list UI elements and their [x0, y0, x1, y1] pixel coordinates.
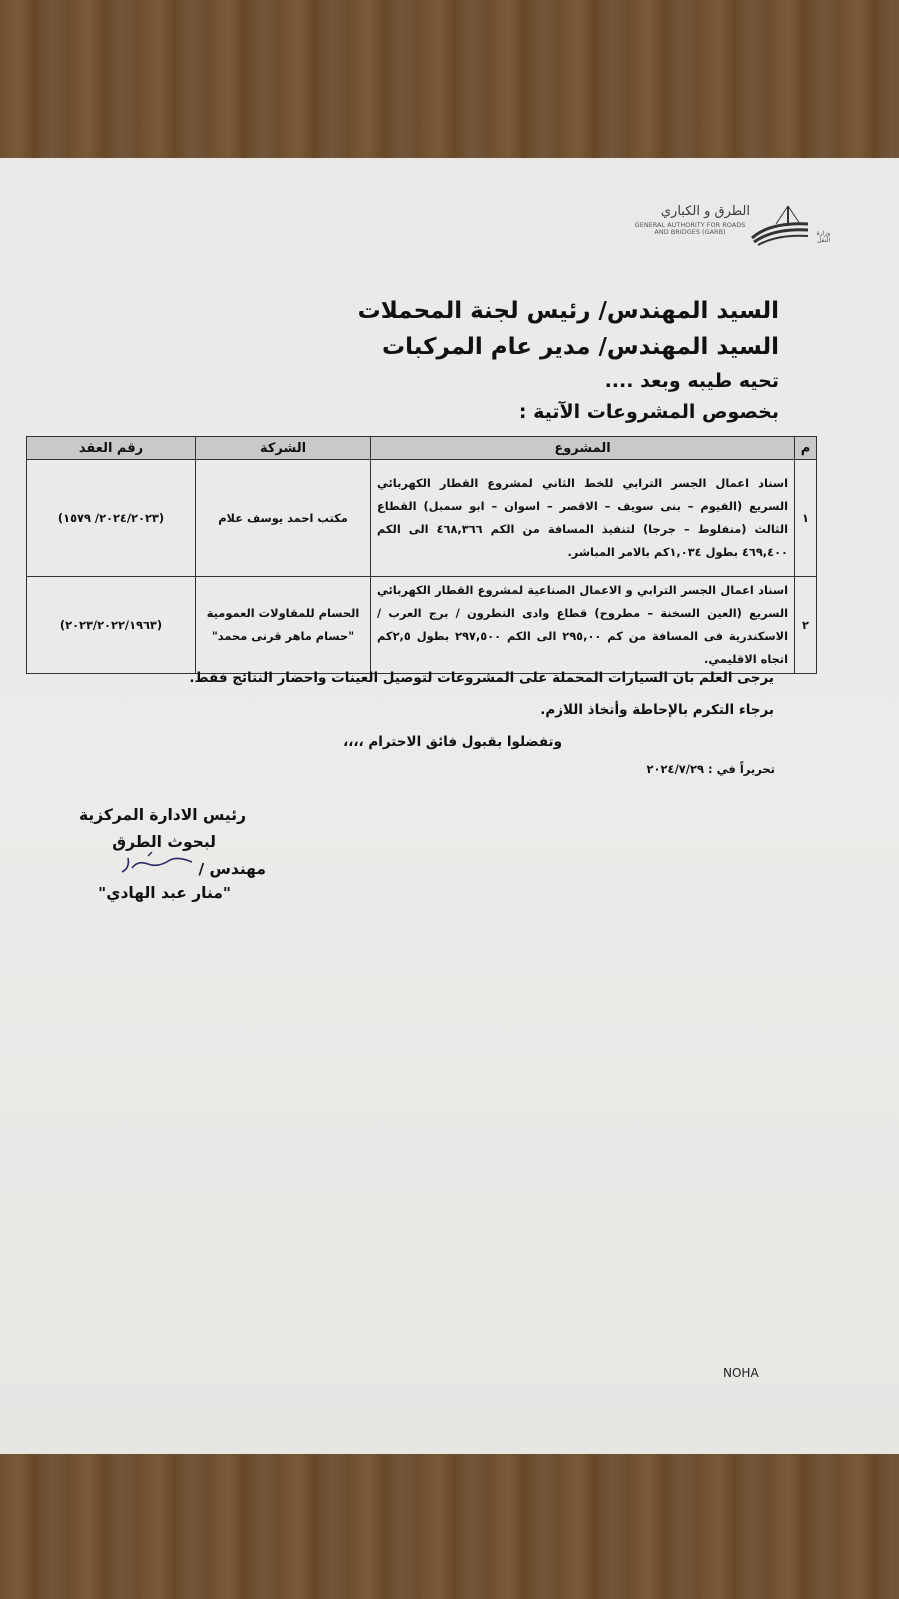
greeting: تحيه طيبه وبعد ....: [604, 370, 779, 392]
row-company-line2: "حسام ماهر قرنى محمد": [211, 629, 355, 643]
signature-role: مهندس /: [198, 860, 266, 878]
header-index: م: [795, 437, 817, 460]
row-index: ١: [795, 460, 817, 577]
bridge-logo-icon: [750, 202, 810, 246]
handwritten-signature: [118, 846, 198, 880]
table-row: [27, 577, 817, 674]
header-project: المشروع: [371, 437, 795, 460]
logo-english-name: GENERAL AUTHORITY FOR ROADS AND BRIDGES (GARB): [634, 221, 746, 236]
wood-background-bottom: [0, 1450, 899, 1599]
row-contract: (٢٠٢٣/٢٠٢٢/١٩٦٣): [27, 577, 196, 674]
table-row: [27, 460, 817, 577]
header-company: الشركة: [196, 437, 371, 460]
row-company-line1: الحسام للمقاولات العمومية: [206, 606, 360, 620]
closing-line: وتفضلوا بقبول فائق الاحترام ،،،،: [343, 734, 562, 750]
row-project: اسناد اعمال الجسر الترابي للخط الثاني لمشروع القطار الكهربائي السريع (الفيوم – بنى سويف – الاقصر – اسوان – ابو سمبل) القطاع الثالث (منفلوط – جرجا) لتنفيذ المسافة من الكم ٤٦٨,٣٦٦ الى الكم ٤٦٩,٤٠٠ بطول ١,٠٣٤كم بالامر المباشر.: [371, 460, 795, 577]
signature-title-2: لبحوث الطرق: [112, 833, 216, 851]
signature-name: "منار عبد الهادي": [98, 884, 231, 902]
signature-title-1: رئيس الادارة المركزية: [78, 806, 246, 824]
row-index: ٢: [795, 577, 817, 674]
table-header-row: [27, 437, 817, 460]
notice-paragraph: يرجى العلم بان السيارات المحملة على المشروعات لتوصيل العينات واحضار النتائج فقط.: [189, 670, 774, 686]
addressee-2: السيد المهندس/ مدير عام المركبات: [382, 334, 779, 360]
subject-line: بخصوص المشروعات الآتية :: [518, 401, 779, 423]
logo-arabic-name: الطرق و الكباري: [660, 204, 750, 219]
request-paragraph: برجاء التكرم بالإحاطة وأتخاذ اللازم.: [540, 702, 774, 718]
authority-logo: [630, 196, 830, 262]
logo-ministry: وزارة النقل: [816, 230, 830, 244]
row-project: اسناد اعمال الجسر الترابي و الاعمال الصناعية لمشروع القطار الكهربائي السريع (العين السخنة – مطروح) قطاع وادى النطرون / برج العرب / الاسكندرية فى المسافة من كم ٢٩٥,٠٠ الى الكم ٢٩٧,٥٠٠ بطول ٢,٥كم اتجاه الاقليمي.: [371, 577, 795, 674]
row-contract: (٢٠٢٤/٢٠٢٣/ ١٥٧٩): [27, 460, 196, 577]
row-company: [196, 577, 371, 674]
row-company: مكتب احمد يوسف علام: [196, 460, 371, 577]
header-contract: رقم العقد: [27, 437, 196, 460]
addressee-1: السيد المهندس/ رئيس لجنة المحملات: [357, 298, 779, 324]
date-line: تحريراً في : ٢٠٢٤/٧/٢٩: [646, 762, 775, 776]
projects-table: [26, 436, 817, 674]
wood-background-top: [0, 0, 899, 160]
footer-code: NOHA: [723, 1366, 759, 1380]
